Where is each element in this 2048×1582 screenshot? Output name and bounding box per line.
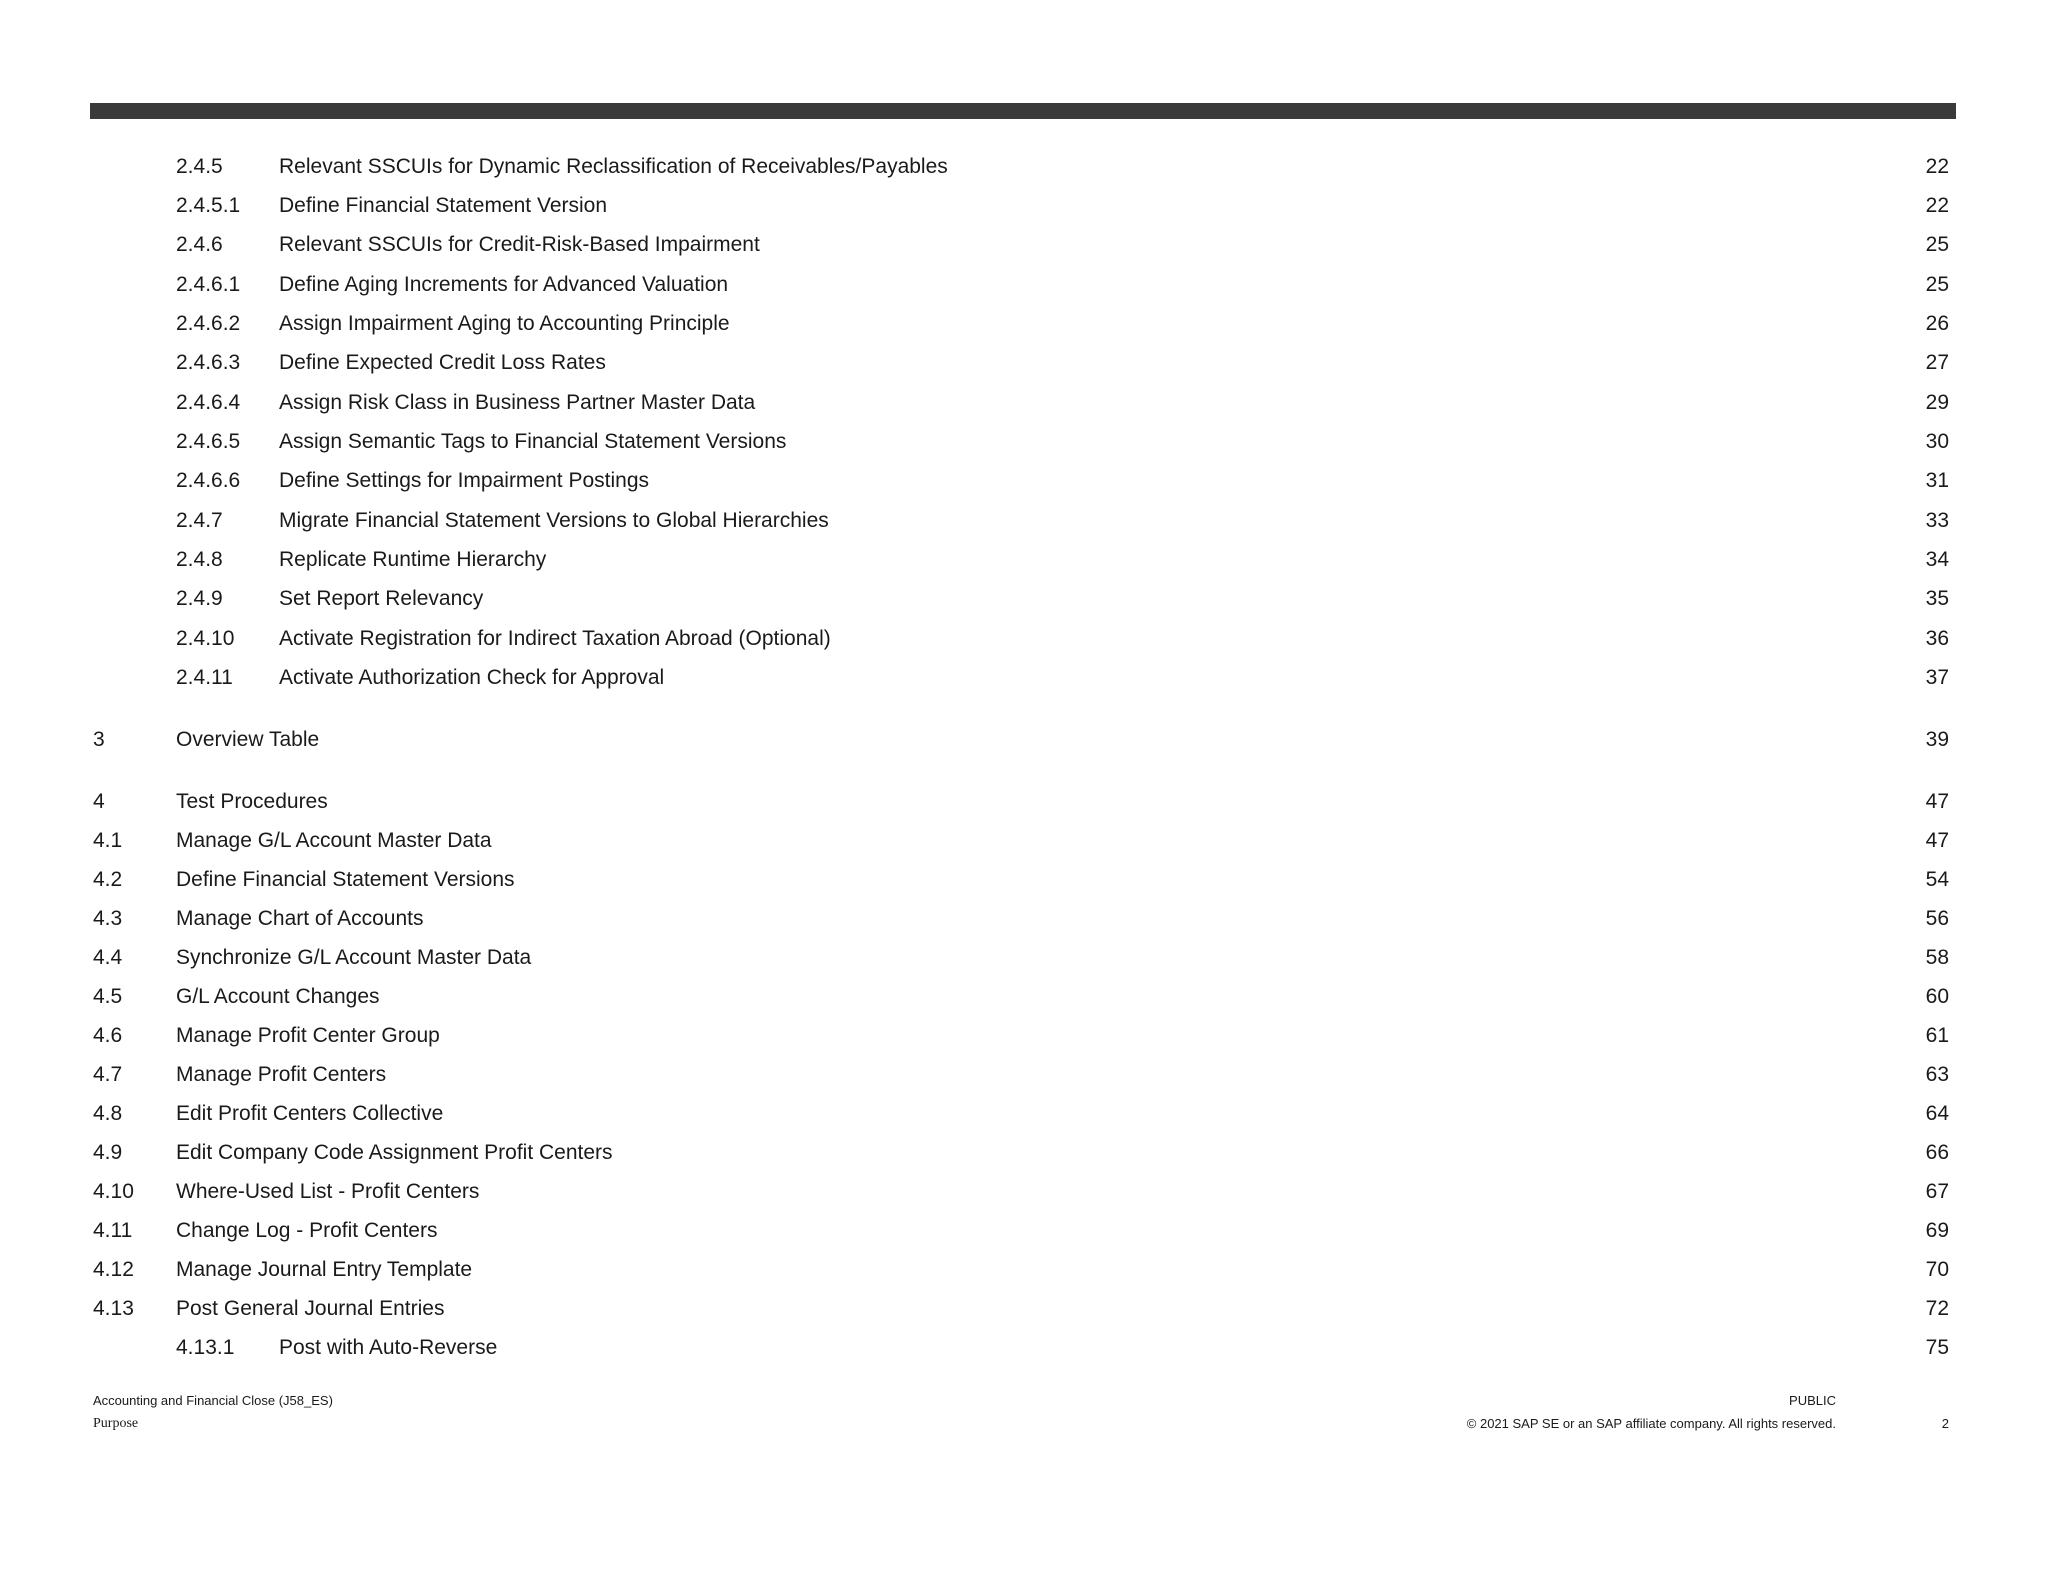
footer-page-number: 2 [1941,1416,1949,1431]
toc-entry-title: Define Financial Statement Version [279,194,608,217]
toc-entry-number: 2.4.6.6 [176,469,241,492]
toc-entry[interactable] [0,504,2048,538]
toc-entry-number: 2.4.8 [176,548,223,571]
toc-entry-number: 4.6 [93,1024,123,1047]
toc-entry-number: 4.4 [93,946,123,969]
toc-entry-page: 22 [1925,194,1949,217]
toc-entry-title: Replicate Runtime Hierarchy [279,548,547,571]
toc-entry-title: Define Aging Increments for Advanced Valuation [279,273,729,296]
toc-entry-page: 33 [1925,509,1949,532]
toc-entry-page: 67 [1925,1180,1949,1203]
toc-entry-page: 47 [1925,829,1949,852]
toc-entry-number: 4.13 [93,1297,134,1320]
toc-entry-number: 2.4.6.3 [176,351,241,374]
toc-entry[interactable] [0,189,2048,223]
toc-entry-number: 4.13.1 [176,1336,235,1359]
toc-entry-page: 30 [1925,430,1949,453]
toc-entry[interactable] [0,863,2048,897]
toc-entry-title: Assign Semantic Tags to Financial Statement Versions [279,430,787,453]
toc-entry-title: Change Log - Profit Centers [176,1219,438,1242]
toc-entry[interactable] [0,1214,2048,1248]
toc-entry-number: 4.9 [93,1141,123,1164]
toc-entry-page: 75 [1925,1336,1949,1359]
toc-entry-title: Define Financial Statement Versions [176,868,515,891]
toc-entry-title: Manage G/L Account Master Data [176,829,492,852]
toc-entry[interactable] [0,425,2048,459]
toc-entry-page: 34 [1925,548,1949,571]
toc-entry-page: 29 [1925,391,1949,414]
toc-entry-title: Set Report Relevancy [279,587,484,610]
toc-entry[interactable] [0,268,2048,302]
toc-entry-number: 2.4.6.5 [176,430,241,453]
toc-entry[interactable] [0,543,2048,577]
toc-entry-number: 4.5 [93,985,123,1008]
header-rule [90,103,1956,119]
toc-entry-number: 2.4.6.2 [176,312,241,335]
toc-entry[interactable] [0,1175,2048,1209]
toc-entry-number: 3 [93,728,105,751]
toc-entry-page: 37 [1925,666,1949,689]
toc-entry-title: Relevant SSCUIs for Credit-Risk-Based Impairment [279,233,760,256]
toc-entry-title: Manage Chart of Accounts [176,907,424,930]
footer-classification: PUBLIC [1789,1393,1836,1408]
toc-entry-page: 61 [1925,1024,1949,1047]
toc-entry[interactable] [0,661,2048,695]
toc-entry-title: Post with Auto-Reverse [279,1336,498,1359]
toc-entry[interactable] [0,1331,2048,1365]
toc-entry[interactable] [0,723,2048,757]
toc-entry-number: 2.4.10 [176,627,235,650]
toc-entry-page: 60 [1925,985,1949,1008]
toc-entry-title: Activate Registration for Indirect Taxation Abroad (Optional) [279,627,831,650]
toc-entry-title: Assign Impairment Aging to Accounting Principle [279,312,730,335]
toc-entry-number: 4.12 [93,1258,134,1281]
toc-entry-number: 4.2 [93,868,123,891]
toc-entry-title: Synchronize G/L Account Master Data [176,946,532,969]
toc-entry[interactable] [0,1097,2048,1131]
toc-entry-page: 39 [1925,728,1949,751]
toc-entry[interactable] [0,785,2048,819]
toc-entry-page: 25 [1925,273,1949,296]
toc-entry[interactable] [0,980,2048,1014]
toc-entry-title: Where-Used List - Profit Centers [176,1180,480,1203]
toc-entry-page: 56 [1925,907,1949,930]
toc-entry-page: 22 [1925,155,1949,178]
toc-entry-number: 2.4.7 [176,509,223,532]
footer-document-title: Accounting and Financial Close (J58_ES) [93,1393,333,1408]
toc-entry-page: 58 [1925,946,1949,969]
toc-entry-number: 4.3 [93,907,123,930]
toc-entry-page: 69 [1925,1219,1949,1242]
toc-entry-page: 70 [1925,1258,1949,1281]
toc-entry[interactable] [0,1058,2048,1092]
toc-entry[interactable] [0,824,2048,858]
toc-entry-page: 64 [1925,1102,1949,1125]
toc-entry[interactable] [0,1019,2048,1053]
toc-entry-number: 4.11 [93,1219,133,1242]
toc-entry-title: Define Expected Credit Loss Rates [279,351,606,374]
footer-copyright: © 2021 SAP SE or an SAP affiliate company. All rights reserved. [1466,1416,1836,1431]
toc-entry[interactable] [0,941,2048,975]
toc-entry-title: Manage Profit Center Group [176,1024,440,1047]
toc-entry-page: 36 [1925,627,1949,650]
toc-entry[interactable] [0,1292,2048,1326]
toc-entry-number: 2.4.11 [176,666,233,689]
toc-entry-number: 4.10 [93,1180,134,1203]
toc-entry-title: Post General Journal Entries [176,1297,445,1320]
toc-entry-number: 4.1 [93,829,123,852]
toc-entry[interactable] [0,346,2048,380]
toc-entry-page: 25 [1925,233,1949,256]
toc-entry-page: 27 [1925,351,1949,374]
toc-entry-page: 63 [1925,1063,1949,1086]
toc-entry-title: Activate Authorization Check for Approval [279,666,665,689]
toc-entry[interactable] [0,150,2048,184]
toc-entry-page: 66 [1925,1141,1949,1164]
toc-entry[interactable] [0,464,2048,498]
toc-entry[interactable] [0,622,2048,656]
toc-entry-title: Edit Company Code Assignment Profit Centers [176,1141,613,1164]
toc-entry[interactable] [0,582,2048,616]
toc-entry-title: Edit Profit Centers Collective [176,1102,444,1125]
toc-entry-title: Overview Table [176,728,320,751]
toc-entry-page: 47 [1925,790,1949,813]
toc-entry-number: 2.4.6.4 [176,391,241,414]
toc-entry-number: 4.8 [93,1102,123,1125]
toc-entry-page: 72 [1925,1297,1949,1320]
toc-entry-page: 31 [1925,469,1949,492]
toc-entry-page: 35 [1925,587,1949,610]
toc-entry-title: Manage Profit Centers [176,1063,387,1086]
toc-entry-number: 2.4.5 [176,155,223,178]
toc-entry[interactable] [0,1136,2048,1170]
toc-entry-number: 4.7 [93,1063,123,1086]
toc-entry-title: G/L Account Changes [176,985,380,1008]
toc-entry[interactable] [0,307,2048,341]
toc-entry[interactable] [0,386,2048,420]
toc-entry-title: Manage Journal Entry Template [176,1258,473,1281]
footer-section: Purpose [93,1416,139,1431]
toc-entry-page: 54 [1925,868,1949,891]
toc-entry-title: Assign Risk Class in Business Partner Master Data [279,391,756,414]
toc-entry-number: 2.4.6 [176,233,223,256]
toc-entry-number: 2.4.9 [176,587,223,610]
toc-entry-number: 2.4.6.1 [176,273,241,296]
toc-entry[interactable] [0,1253,2048,1287]
toc-entry-title: Test Procedures [176,790,328,813]
toc-entry-title: Define Settings for Impairment Postings [279,469,650,492]
toc-entry-page: 26 [1925,312,1949,335]
toc-entry-title: Migrate Financial Statement Versions to Global Hierarchies [279,509,829,532]
toc-entry-title: Relevant SSCUIs for Dynamic Reclassification of Receivables/Payables [279,155,948,178]
toc-entry-number: 4 [93,790,105,813]
toc-entry[interactable] [0,228,2048,262]
toc-entry-number: 2.4.5.1 [176,194,241,217]
toc-entry[interactable] [0,902,2048,936]
